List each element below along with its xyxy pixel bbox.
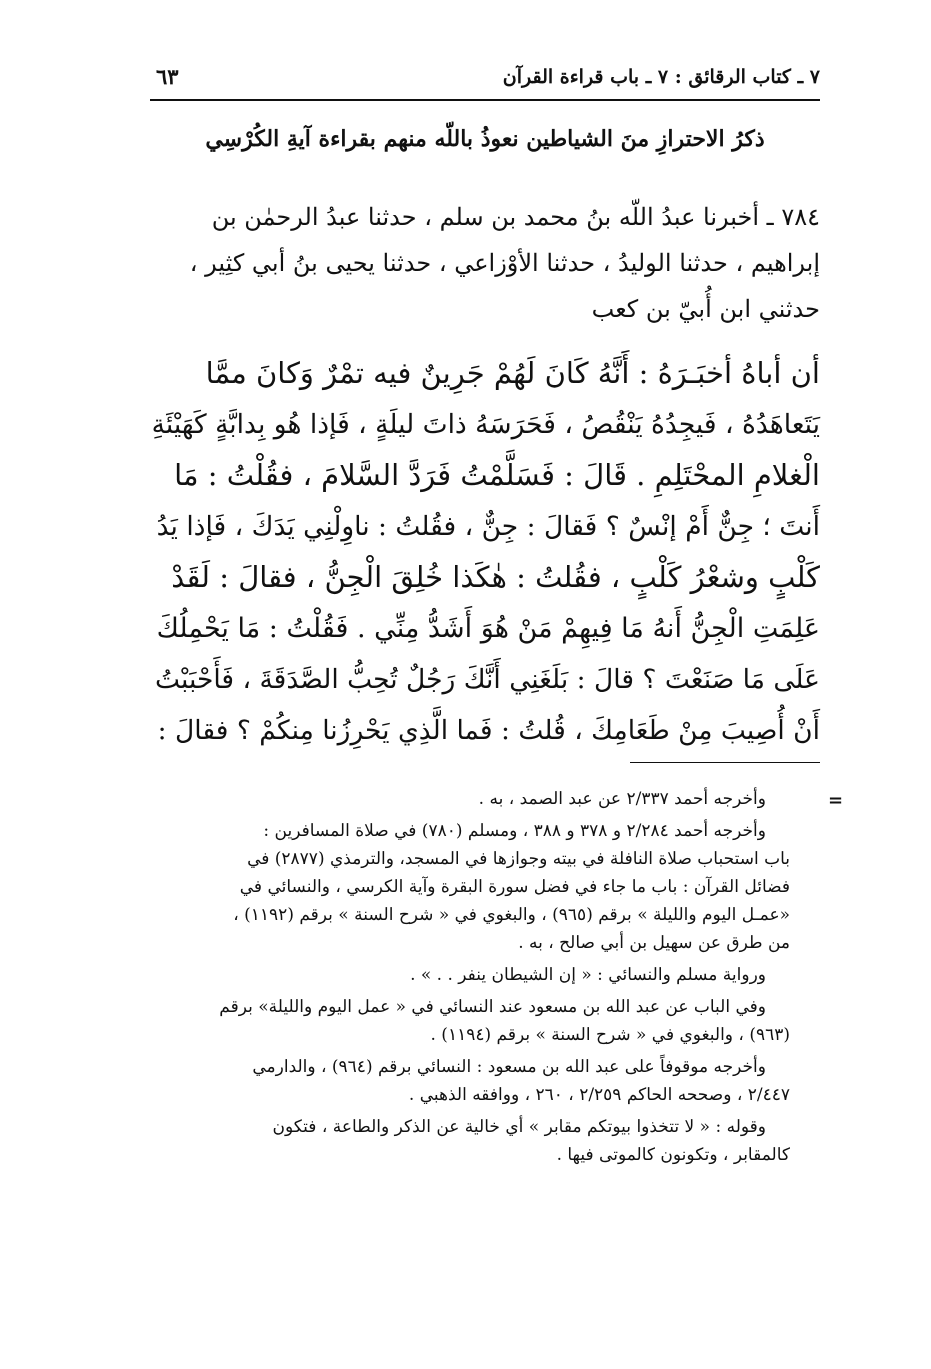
hadith-line: أن أباهُ أخبَـرَهُ : أَنَّهُ كَانَ لَهُمْ جَرِينٌ فيه تمْرٌ وَكانَ ممَّا (205, 356, 820, 390)
header-rule (150, 99, 820, 101)
hadith-line: أَنتَ ؛ جِنٌّ أَمْ إنْسٌ ؟ فَقالَ : جِنٌّ ، فقُلتُ : ناوِلْنِي يَدَكَ ، فَإذا يَدُ (156, 511, 820, 542)
footnote (170, 961, 790, 989)
footnote-line: «عمـل اليوم والليلة » برقم (٩٦٥) ، والبغوي في « شرح السنة » برقم (١١٩٢) ، (233, 905, 790, 925)
footnote-line: باب استحباب صلاة النافلة في بيته وجوازها في المسجد، والترمذي (٢٨٧٧) في (247, 849, 790, 869)
footnote-line: (٩٦٣) ، والبغوي في « شرح السنة » برقم (١١٩٤) . (430, 1025, 790, 1045)
hadith-text (150, 348, 820, 756)
isnad-line: ٧٨٤ ـ أخبرنا عبدُ اللّه بنُ محمد بن سلم ، حدثنا عبدُ الرحمٰن بن (211, 203, 820, 231)
footnote (170, 1113, 790, 1169)
hadith-line: أَنْ أُصِيبَ مِنْ طَعَامِكَ ، قُلتُ : فَما الَّذِي يَحْرِزُنا مِنكُمْ ؟ فقالَ : (157, 715, 820, 746)
footnotes (170, 785, 790, 1173)
hadith-line: كَلْبٍ وشعْرُ كَلْبٍ ، فقُلتُ : هٰكَذا خُلِقَ الْجِنُّ ، فقالَ : لَقَدْ (171, 560, 820, 594)
footnote-line: وقوله : « لا تتخذوا بيوتكم مقابر » أي خالية عن الذكر والطاعة ، فتكون (272, 1117, 766, 1137)
footnote (170, 785, 790, 813)
page-header (150, 62, 820, 98)
footnote (170, 993, 790, 1049)
footnote (170, 1053, 790, 1109)
isnad-line: حدثني ابن أُبيّ بن كعب (591, 295, 820, 323)
isnad-line: إبراهيم ، حدثنا الوليدُ ، حدثنا الأوْزاعي ، حدثنا يحيى بنُ أبي كثِير ، (189, 249, 820, 277)
isnad-paragraph (150, 194, 820, 332)
hadith-line: عَلِمَتِ الْجِنُّ أَنهُ مَا فِيهِمْ مَنْ هُوَ أَشَدُّ مِنِّي . فَقُلْتُ : مَا يَحْمِلُكَ (156, 613, 820, 644)
footnote-line: وأخرجه أحمد ٢/٣٣٧ عن عبد الصمد ، به . (478, 789, 766, 809)
hadith-line: الْغلامِ المحْتَلِمِ . قَالَ : فَسَلَّمْتُ فَرَدَّ السَّلامَ ، فقُلْتُ : مَا (174, 458, 820, 492)
running-title: ٧ ـ كتاب الرقائق : ٧ ـ باب قراءة القرآن (502, 66, 820, 88)
hadith-line: يَتَعاهَدُهُ ، فَيجِدُهُ يَنْقُصُ ، فَحَرَسَهُ ذاتَ ليلَةٍ ، فَإذا هُو بِدابَّةٍ كَهَيْئَةِ (151, 409, 820, 440)
footnote-line: ورواية مسلم والنسائي : « إن الشيطان ينفر . . » . (410, 965, 766, 985)
footnote-line: ٢/٤٤٧ ، وصححه الحاكم ٢/٢٥٩ ، ٢٦٠ ، ووافقه الذهبي . (408, 1085, 790, 1105)
footnote (170, 817, 790, 957)
section-title: ذكرُ الاحترازِ منَ الشياطين نعوذُ باللّه منهم بقراءة آيةِ الكُرْسِي (205, 126, 765, 152)
footnote-line: فضائل القرآن : باب ما جاء في فضل سورة البقرة وآية الكرسي ، والنسائي في (239, 877, 790, 897)
footnote-line: وفي الباب عن عبد الله بن مسعود عند النسائي في « عمل اليوم والليلة» برقم (219, 997, 766, 1017)
page-number: ٦٣ (156, 64, 179, 89)
footnote-separator (630, 762, 820, 763)
footnote-continuation-marker: = (828, 790, 844, 811)
footnote-line: وأخرجه موقوفاً على عبد الله بن مسعود : النسائي برقم (٩٦٤) ، والدارمي (252, 1057, 766, 1077)
footnote-line: كالمقابر ، وتكونون كالموتى فيها . (556, 1145, 790, 1165)
footnote-line: وأخرجه أحمد ٢/٢٨٤ و ٣٧٨ و ٣٨٨ ، ومسلم (٧٨٠) في صلاة المسافرين : (263, 821, 766, 841)
hadith-line: عَلَى مَا صَنَعْتَ ؟ قالَ : بَلَغَنِي أَنَّكَ رَجُلٌ تُحِبُّ الصَّدَقَةَ ، فَأَحْبَبْتُ (154, 664, 820, 695)
footnote-line: من طرق عن سهيل بن أبي صالح ، به . (518, 933, 790, 953)
